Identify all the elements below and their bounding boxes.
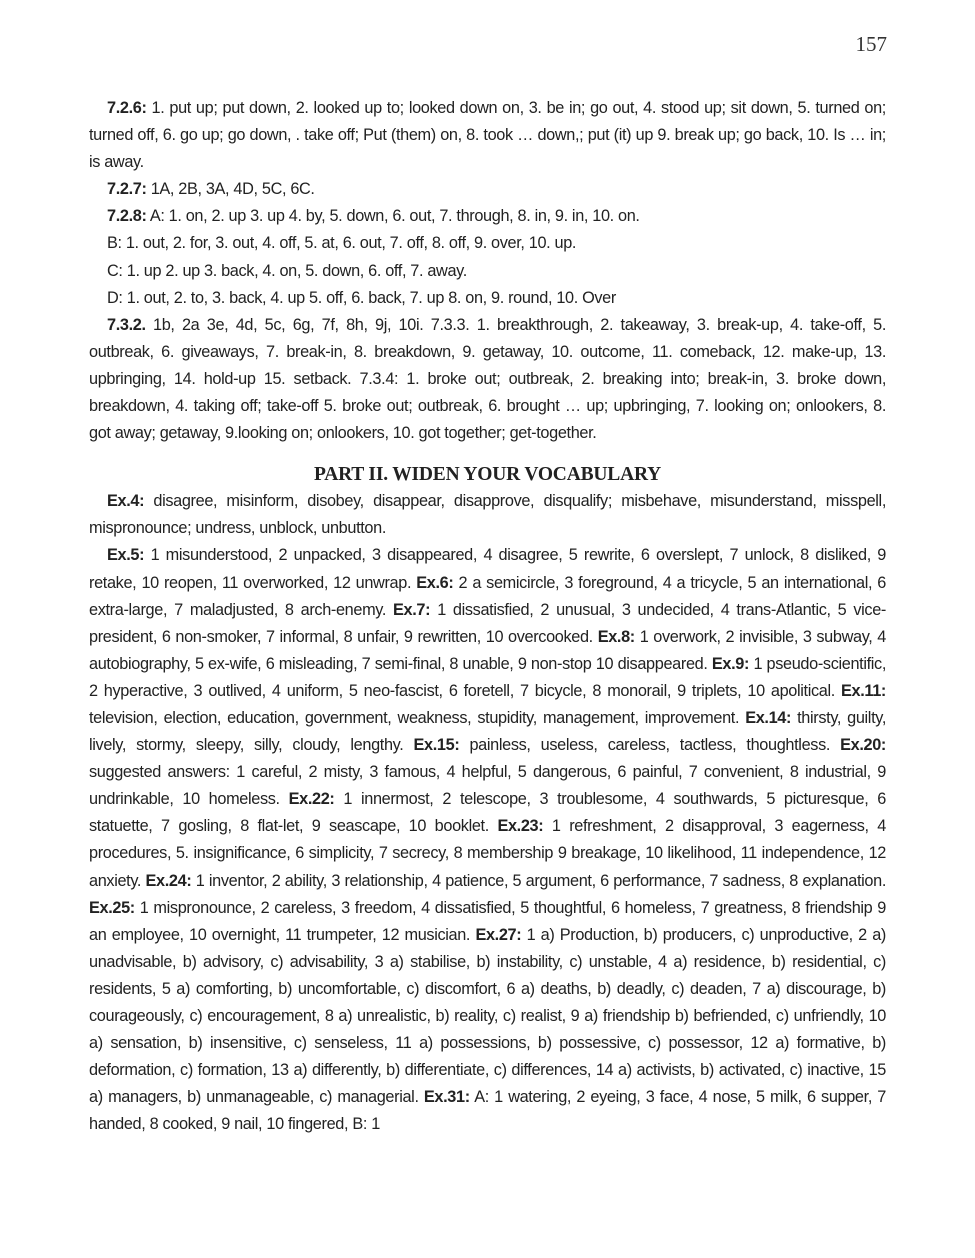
paragraph-7-2-8-c [89, 258, 886, 285]
body-text [89, 95, 886, 1138]
exercise-label: 7.2.7: [107, 180, 147, 199]
exercise-label: Ex.22: [288, 790, 335, 809]
answer-text: 1 dissatisfied, 2 unusual, 3 undecided, 4 trans-Atlantic, 5 vice-president, 6 non-smoker, 7 informal, 8 unfair, 9 rewritten, 10 overcooked. [89, 600, 886, 646]
exercise-label: 7.2.6: [107, 99, 147, 117]
paragraph-7-3-2 [89, 312, 886, 447]
answer-text: 1 overwork, 2 invisible, 3 subway, 4 autobiography, 5 ex-wife, 6 misleading, 7 semi-final, 8 unable, 9 non-stop 10 disappeared. [89, 627, 887, 673]
answer-text: 1b, 2a 3e, 4d, 5c, 6g, 7f, 8h, 9j, 10i. 7.3.3. 1. breakthrough, 2. takeaway, 3. break-up, 4. take-off, 5. outbreak, 6. giveaways, 7. break-in, 8. breakdown, 9. getaway, 10. outcome, 11. comeback, 12. make-up, 13. upbringing, 14. hold-up 15. setback. 7.3.4: 1. broke out; outbreak, 2. breaking into; break-in, 3. broke down, breakdown, 4. taking off; take-off 5. broke out; outbreak, 6. brought … up; upbringing, 7. looking on; onlookers, 8. got away; getaway, 9.looking on; onlookers, 10. got together; get-together. [89, 315, 886, 443]
exercise-label: Ex.20: [840, 736, 886, 755]
paragraph-ex-4 [89, 488, 886, 542]
exercise-label: Ex.11: [841, 681, 886, 700]
answer-text: 1 misunderstood, 2 unpacked, 3 disappeared, 4 disagree, 5 rewrite, 6 overslept, 7 unlock, 8 disliked, 9 retake, 10 reopen, 11 overworked, 12 unwrap. [89, 546, 886, 592]
paragraph-7-2-8-b [89, 230, 886, 257]
section-heading: PART II. WIDEN YOUR VOCABULARY [313, 464, 662, 486]
exercise-label: Ex.25: [89, 898, 135, 917]
exercise-label: Ex.5: [107, 546, 145, 565]
paragraph-7-2-6 [89, 95, 886, 176]
paragraph-7-2-8-d [89, 285, 886, 312]
exercise-label: 7.3.2. [107, 315, 146, 334]
answer-text: A: 1 watering, 2 eyeing, 3 face, 4 nose, 5 milk, 6 supper, 7 handed, 8 cooked, 9 nail, 10 fingered, B: 1 [89, 1088, 886, 1134]
answer-text: 1 mispronounce, 2 careless, 3 freedom, 4 dissatisfied, 5 thoughtful, 6 homeless, 7 greatness, 8 friendship 9 an employee, 10 overnight, 11 trumpeter, 12 musician. [89, 898, 886, 944]
exercise-label: Ex.4: [107, 492, 145, 511]
exercise-label: Ex.9: [711, 654, 750, 673]
answer-text: television, election, education, government, weakness, stupidity, management, improvement. [89, 708, 746, 727]
exercise-label: Ex.31: [423, 1088, 470, 1107]
exercise-label: 7.2.8: [107, 207, 147, 226]
answer-text: 2 a semicircle, 3 foreground, 4 a tricycle, 5 an international, 6 extra-large, 7 maladjusted, 8 arch-enemy. [89, 573, 886, 619]
paragraph-7-2-7 [89, 176, 886, 203]
exercise-label: Ex.6: [416, 573, 454, 592]
page-number: 157 [855, 32, 887, 56]
answer-text: 1 pseudo-scientific, 2 hyperactive, 3 outlived, 4 uniform, 5 neo-fascist, 6 foretell, 7 bicycle, 8 monorail, 9 triplets, 10 apolitical. [89, 654, 887, 700]
answer-text: 1. put up; put down, 2. looked up to; looked down on, 3. be in; go out, 4. stood up; sit down, 5. turned on; turned off, 6. go up; go down, . take off; Put (them) on, 8. took … down,; put (it) up 9. break up; go back, 10. Is … in; is away. [89, 99, 886, 172]
exercise-label: Ex.27: [475, 925, 522, 944]
answer-text: 1 innermost, 2 telescope, 3 troublesome, 4 southwards, 5 picturesque, 6 statuette, 7 gosling, 8 flat-let, 9 seascape, 10 booklet. [89, 790, 886, 836]
answer-text: suggested answers: 1 careful, 2 misty, 3 famous, 4 helpful, 5 dangerous, 6 painful, 7 convenient, 8 industrial, 9 undrinkable, 10 homeless. [89, 763, 886, 809]
answer-text: 1 a) Production, b) producers, c) unproductive, 2 a) unadvisable, b) advisory, c) advisability, 3 a) stabilise, b) instability, c) unstable, 4 a) residence, b) residential, c) residents, 5 a) comforting, b) uncomfortable, c) discomfort, 6 a) deaths, b) deadly, c) deaden, 7 a) discourage, b) courageously, c) encouragement, 8 a) unrealistic, b) reality, c) realist, 9 a) friendship b) befriended, c) unfriendly, 10 a) sensation, b) insensitive, c) senseless, 11 a) possessions, b) possessive, c) possessor, 12 a) formative, b) deformation, c) formation, 13 a) differently, b) differentiate, c) differences, 14 a) activists, b) activated, c) inactive, 15 a) managers, b) unmanageable, c) managerial. [89, 925, 886, 1107]
exercise-label: Ex.23: [497, 817, 544, 836]
paragraph-ex-5-to-31 [89, 542, 886, 1138]
exercise-label: Ex.15: [413, 736, 460, 755]
answer-text: thirsty, guilty, lively, stormy, sleepy, silly, cloudy, lengthy. [89, 708, 886, 755]
answer-text: D: 1. out, 2. to, 3. back, 4. up 5. off, 6. back, 7. up 8. on, 9. round, 10. Over [107, 288, 616, 307]
answer-text: C: 1. up 2. up 3. back, 4. on, 5. down, 6. off, 7. away. [107, 261, 467, 280]
answer-text: B: 1. out, 2. for, 3. out, 4. off, 5. at, 6. out, 7. off, 8. off, 9. over, 10. up. [107, 234, 577, 253]
answer-text: painless, useless, careless, tactless, thoughtless. [459, 736, 841, 755]
answer-text: disagree, misinform, disobey, disappear, disapprove, disqualify; misbehave, misunderstand, misspell, mispronounce; undress, unblock, unbutton. [89, 492, 886, 538]
exercise-label: Ex.24: [145, 871, 192, 890]
exercise-label: Ex.14: [745, 708, 792, 727]
answer-text: A: 1. on, 2. up 3. up 4. by, 5. down, 6. out, 7. through, 8. in, 9. in, 10. on. [146, 207, 640, 226]
paragraph-7-2-8-a [89, 203, 886, 230]
exercise-label: Ex.8: [597, 627, 635, 646]
exercise-label: Ex.7: [393, 600, 431, 619]
answer-text: 1 inventor, 2 ability, 3 relationship, 4 patience, 5 argument, 6 performance, 7 sadness, 8 explanation. [191, 871, 886, 890]
answer-text: 1A, 2B, 3A, 4D, 5C, 6C. [146, 180, 315, 199]
answer-text: 1 refreshment, 2 disapproval, 3 eagerness, 4 procedures, 5. insignificance, 6 simplicity, 7 secrecy, 8 membership 9 breakage, 10 likelihood, 11 independence, 12 anxiety. [89, 817, 886, 890]
